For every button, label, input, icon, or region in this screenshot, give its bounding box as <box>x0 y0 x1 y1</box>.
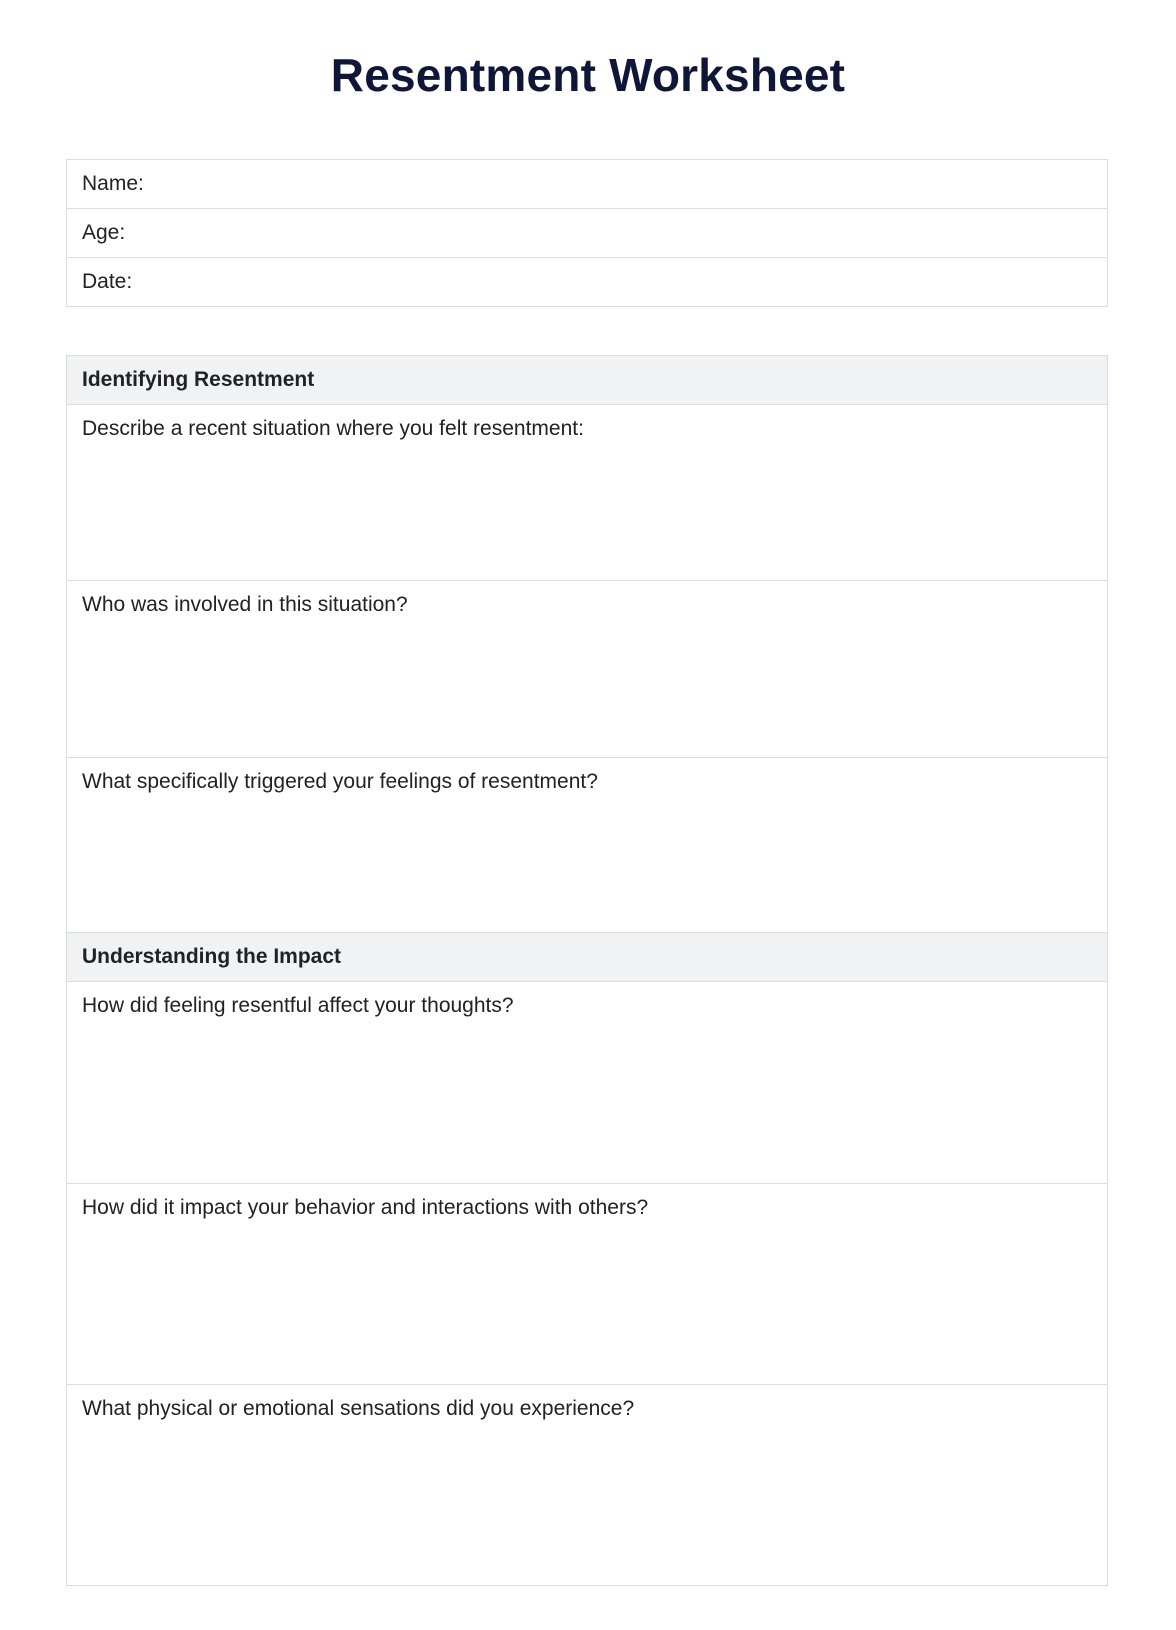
section-header-identifying <box>67 356 1108 405</box>
info-row-date[interactable] <box>67 258 1108 307</box>
personal-info-table <box>66 159 1108 307</box>
question-behavior[interactable]: How did it impact your behavior and interactions with others? <box>67 1184 1108 1385</box>
section-heading: Identifying Resentment <box>67 356 1108 405</box>
info-row-name[interactable] <box>67 160 1108 209</box>
info-row-age[interactable] <box>67 209 1108 258</box>
question-sensations[interactable]: What physical or emotional sensations did you experience? <box>67 1385 1108 1586</box>
question-row[interactable] <box>67 581 1108 758</box>
date-field[interactable]: Date: <box>67 258 1108 307</box>
worksheet-table <box>66 355 1108 1586</box>
name-field[interactable]: Name: <box>67 160 1108 209</box>
question-describe-situation[interactable]: Describe a recent situation where you felt resentment: <box>67 405 1108 581</box>
section-heading: Understanding the Impact <box>67 933 1108 982</box>
section-header-impact <box>67 933 1108 982</box>
question-row[interactable] <box>67 758 1108 933</box>
question-row[interactable] <box>67 1184 1108 1385</box>
age-field[interactable]: Age: <box>67 209 1108 258</box>
question-row[interactable] <box>67 982 1108 1184</box>
question-row[interactable] <box>67 1385 1108 1586</box>
page-title: Resentment Worksheet <box>330 49 846 101</box>
question-thoughts[interactable]: How did feeling resentful affect your thoughts? <box>67 982 1108 1184</box>
question-row[interactable] <box>67 405 1108 581</box>
question-who-involved[interactable]: Who was involved in this situation? <box>67 581 1108 758</box>
question-trigger[interactable]: What specifically triggered your feelings of resentment? <box>67 758 1108 933</box>
